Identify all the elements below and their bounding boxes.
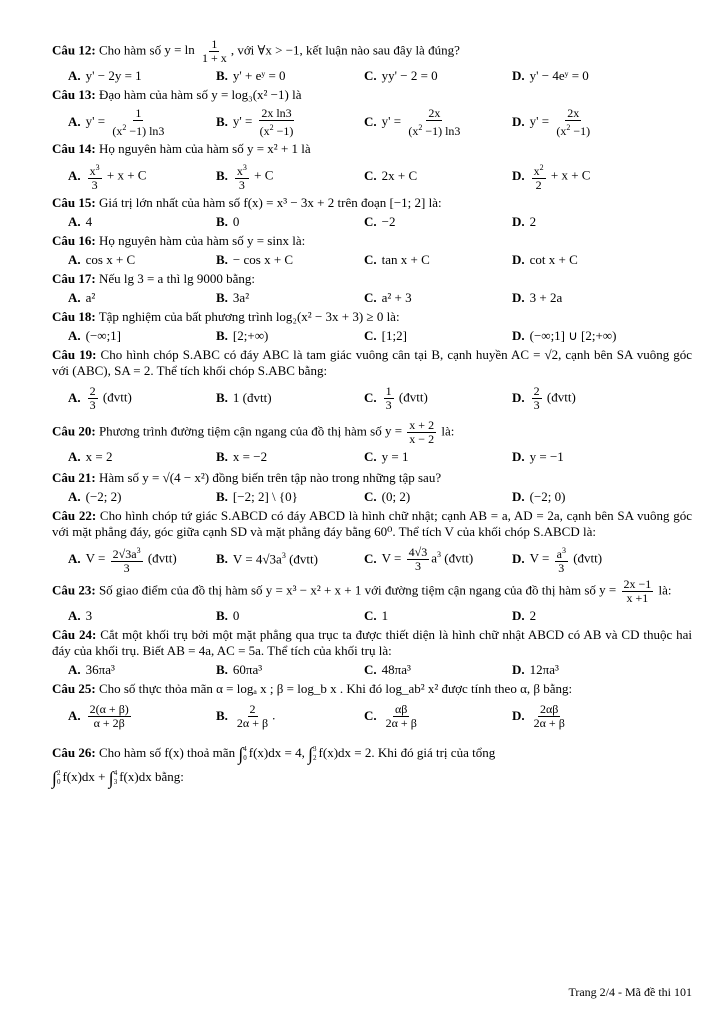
option-a[interactable]: A. 4	[68, 214, 93, 229]
question-text: Họ nguyên hàm của hàm số y = x² + 1 là	[98, 141, 311, 156]
option-a[interactable]: A. x = 2	[68, 449, 113, 464]
option-b[interactable]: B. 0	[216, 608, 240, 623]
question-12	[52, 38, 692, 65]
option-d[interactable]: D. V = $\frac{a^3}{3}$ (đvtt)	[512, 545, 603, 575]
option-d[interactable]: D. y' − 4eʸ = 0	[512, 68, 589, 83]
options-12	[52, 67, 692, 85]
option-d[interactable]: D. 12πa³	[512, 662, 559, 677]
question-13: Câu 13: Đạo hàm của hàm số y = log₃(x² −1) là	[52, 87, 302, 102]
option-b[interactable]: B. $\frac{x^3}{3}$ + C	[216, 162, 274, 192]
options-23	[52, 607, 692, 625]
question-21: Câu 21: Hàm số y = √(4 − x²) đồng biến trên tập nào trong những tập sau?	[52, 470, 442, 485]
option-a[interactable]: A. cos x + C	[68, 252, 136, 267]
option-b[interactable]: B. 1 (đvtt)	[216, 390, 272, 405]
question-text: Cho hình chóp tứ giác S.ABCD có đáy ABCD là hình chữ nhật; cạnh AB = a, AD = 2a, cạnh bên SA vuông góc với mặt phẳng đáy, góc giữa cạnh SD và mặt phẳng đáy bằng 60⁰. Thể tích V của khối chóp S.ABCD là:	[52, 508, 693, 539]
option-a[interactable]: A. (−∞;1]	[68, 328, 122, 343]
question-20: Câu 20: Phương trình đường tiệm cận ngang của đồ thị hàm số y = $\frac{x + 2}{x - 2}$ là:	[52, 418, 455, 446]
options-13	[52, 105, 692, 139]
question-text: Phương trình đường tiệm cận ngang của đồ thị hàm số	[98, 423, 382, 439]
page-footer: Trang 2/4 - Mã đề thi 101	[568, 985, 692, 999]
option-d[interactable]: D. 3 + 2a	[512, 290, 563, 305]
option-c[interactable]: C. a² + 3	[364, 290, 412, 305]
option-c[interactable]: C. $\frac{\alpha\beta}{2\alpha + \beta}$	[364, 701, 417, 730]
question-18: Câu 18: Tập nghiệm của bất phương trình log₂(x² − 3x + 3) ≥ 0 là:	[52, 309, 400, 324]
options-17	[52, 289, 692, 307]
option-c[interactable]: C. $\frac{1}{3}$ (đvtt)	[364, 383, 428, 412]
option-a[interactable]: A. V = $\frac{2√3a^3}{3}$ (đvtt)	[68, 545, 177, 575]
option-b[interactable]: B. 60πa³	[216, 662, 263, 677]
option-a[interactable]: A. $\frac{2}{3}$ (đvtt)	[68, 383, 132, 412]
option-d[interactable]: D. 2	[512, 608, 537, 623]
question-text: Đạo hàm của hàm số y = log₃(x² −1) là	[98, 87, 302, 102]
option-c[interactable]: C. 2x + C	[364, 168, 418, 183]
question-label: Câu 12:	[52, 42, 96, 58]
question-22: Câu 22: Cho hình chóp tứ giác S.ABCD có đáy ABCD là hình chữ nhật; cạnh AB = a, AD = 2a, cạnh bên SA vuông góc với mặt phẳng đáy, góc giữa cạnh SD và mặt phẳng đáy bằng 60⁰. Thể tích V của khối chóp S.ABCD là:	[52, 508, 693, 539]
option-b[interactable]: B. $\frac{2}{2\alpha + \beta}$ .	[216, 701, 276, 730]
question-text: Nếu lg 3 = a thì lg 9000 bằng:	[98, 271, 256, 286]
options-14	[52, 159, 692, 193]
option-a[interactable]: A. $\frac{x^3}{3}$ + x + C	[68, 162, 147, 192]
option-c[interactable]: C. y' = $\frac{2x}{(x^2 -1) \ln 3}$	[364, 105, 461, 138]
option-a[interactable]: A. $\frac{2(\alpha + \beta)}{\alpha + 2\beta}$	[68, 701, 129, 730]
option-b[interactable]: B. y' + eʸ = 0	[216, 68, 286, 83]
option-a[interactable]: A. y' − 2y = 1	[68, 68, 142, 83]
question-text: Hàm số y = √(4 − x²) đồng biến trên tập nào trong những tập sau?	[98, 470, 442, 485]
option-a[interactable]: A. (−2; 2)	[68, 489, 122, 504]
options-15	[52, 213, 692, 231]
question-text: Cho hình chóp S.ABC có đáy ABC là tam giác vuông cân tại B, cạnh huyền AC = √2, cạnh bên SA vuông góc với (ABC), SA = 2. Thể tích khối chóp S.ABC bằng:	[52, 347, 692, 378]
options-24	[52, 661, 692, 679]
question-19: Câu 19: Cho hình chóp S.ABC có đáy ABC là tam giác vuông cân tại B, cạnh huyền AC = √2, cạnh bên SA vuông góc với (ABC), SA = 2. Thể tích khối chóp S.ABC bằng:	[52, 347, 692, 378]
option-d[interactable]: D. cot x + C	[512, 252, 578, 267]
option-d[interactable]: D. 2	[512, 214, 537, 229]
question-text: Họ nguyên hàm của hàm số y = sinx là:	[98, 233, 306, 248]
formula: y = ln $\frac{1}{1 + x}$	[164, 37, 227, 65]
question-23: Câu 23: Số giao điểm của đồ thị hàm số y = x³ − x² + x + 1 với đường tiệm cận ngang của đồ thị hàm số y = $\frac{2x -1}{x +1}$ là:	[52, 577, 672, 605]
options-18	[52, 327, 692, 345]
options-16	[52, 251, 692, 269]
option-d[interactable]: D. (−∞;1] ∪ [2;+∞)	[512, 328, 617, 343]
option-c[interactable]: C. 1	[364, 608, 389, 623]
option-d[interactable]: D. $\frac{x^2}{2}$ + x + C	[512, 162, 591, 192]
question-15: Câu 15: Giá trị lớn nhất của hàm số f(x) = x³ − 3x + 2 trên đoạn [−1; 2] là:	[52, 195, 442, 210]
exam-page	[52, 38, 692, 791]
question-text: Tập nghiệm của bất phương trình log₂(x² − 3x + 3) ≥ 0 là:	[98, 309, 400, 324]
question-text: Cho hàm số f(x) thoả mãn	[98, 745, 236, 760]
option-c[interactable]: C. [1;2]	[364, 328, 407, 343]
question-24: Câu 24: Cắt một khối trụ bởi một mặt phẳng qua trục ta được thiết diện là hình chữ nhật ABCD có AB và CD thuộc hai đáy của khối trụ. Biết AB = 4a, AC = 5a. Thể tích của khối trụ là:	[52, 627, 693, 658]
question-text: Cắt một khối trụ bởi một mặt phẳng qua trục ta được thiết diện là hình chữ nhật ABCD có AB và CD thuộc hai đáy của khối trụ. Biết AB = 4a, AC = 5a. Thể tích của khối trụ là:	[52, 627, 693, 658]
option-c[interactable]: C. yy' − 2 = 0	[364, 68, 438, 83]
option-b[interactable]: B. − cos x + C	[216, 252, 294, 267]
option-a[interactable]: A. y' = $\frac{1}{(x^2 -1) \ln 3}$	[68, 105, 165, 138]
question-17: Câu 17: Nếu lg 3 = a thì lg 9000 bằng:	[52, 271, 256, 286]
option-d[interactable]: D. (−2; 0)	[512, 489, 566, 504]
option-b[interactable]: B. [2;+∞)	[216, 328, 269, 343]
option-a[interactable]: A. 36πa³	[68, 662, 115, 677]
option-a[interactable]: A. 3	[68, 608, 93, 623]
question-14: Câu 14: Họ nguyên hàm của hàm số y = x² + 1 là	[52, 141, 311, 156]
option-c[interactable]: C. 48πa³	[364, 662, 411, 677]
question-25: Câu 25: Cho số thực thỏa mãn α = logₐ x ; β = log_b x . Khi đó log_ab² x² được tính theo α, β bằng:	[52, 681, 573, 696]
question-text: Số giao điểm của đồ thị hàm số y = x³ − x² + x + 1 với đường tiệm cận ngang của đồ thị hàm số	[98, 582, 596, 598]
option-d[interactable]: D. $\frac{2\alpha\beta}{2\alpha + \beta}$	[512, 701, 565, 730]
question-text: Giá trị lớn nhất của hàm số f(x) = x³ − 3x + 2 trên đoạn [−1; 2] là:	[98, 195, 442, 210]
option-b[interactable]: B. $V = 4√3a^3$ (đvtt)	[216, 550, 318, 567]
question-text: Cho số thực thỏa mãn α = logₐ x ; β = log_b x . Khi đó log_ab² x² được tính theo α, β bằng:	[98, 681, 573, 696]
option-c[interactable]: C. V = $\frac{4√3}{3}$ $a^3$ (đvtt)	[364, 544, 474, 573]
option-c[interactable]: C. tan x + C	[364, 252, 430, 267]
options-21	[52, 488, 692, 506]
option-c[interactable]: C. y = 1	[364, 449, 409, 464]
options-25	[52, 699, 692, 733]
options-22	[52, 542, 692, 576]
question-16: Câu 16: Họ nguyên hàm của hàm số y = sinx là:	[52, 233, 306, 248]
question-26: Câu 26: Cho hàm số f(x) thoả mãn ∫ 4 0 f(x)dx = 4, ∫ 3 2 f(x)dx = 2. Khi đó giá trị của tổng ∫ 2 0 f(x)dx + ∫ 4 3 f(x)dx bằng:	[52, 744, 496, 789]
option-b[interactable]: B. x = −2	[216, 449, 268, 464]
question-text-2: , với ∀x > −1, kết luận nào sau đây là đúng?	[230, 42, 460, 58]
option-c[interactable]: C. −2	[364, 214, 396, 229]
question-text: Cho hàm số	[98, 42, 162, 58]
options-20	[52, 448, 692, 466]
option-d[interactable]: D. $\frac{2}{3}$ (đvtt)	[512, 383, 576, 412]
option-b[interactable]: B. [−2; 2] \ {0}	[216, 489, 298, 504]
option-d[interactable]: D. y = −1	[512, 449, 564, 464]
option-a[interactable]: A. a²	[68, 290, 96, 305]
formula: y = $\frac{x + 2}{x - 2}$	[384, 418, 435, 446]
option-b[interactable]: B. 3a²	[216, 290, 250, 305]
option-d[interactable]: D. y' = $\frac{2x}{(x^2 -1)}$	[512, 105, 591, 138]
option-b[interactable]: B. 0	[216, 214, 240, 229]
option-c[interactable]: C. (0; 2)	[364, 489, 411, 504]
option-b[interactable]: B. y' = $\frac{\text{2x ln3}}{(x^2 -1)}$	[216, 105, 294, 138]
options-19	[52, 381, 692, 415]
